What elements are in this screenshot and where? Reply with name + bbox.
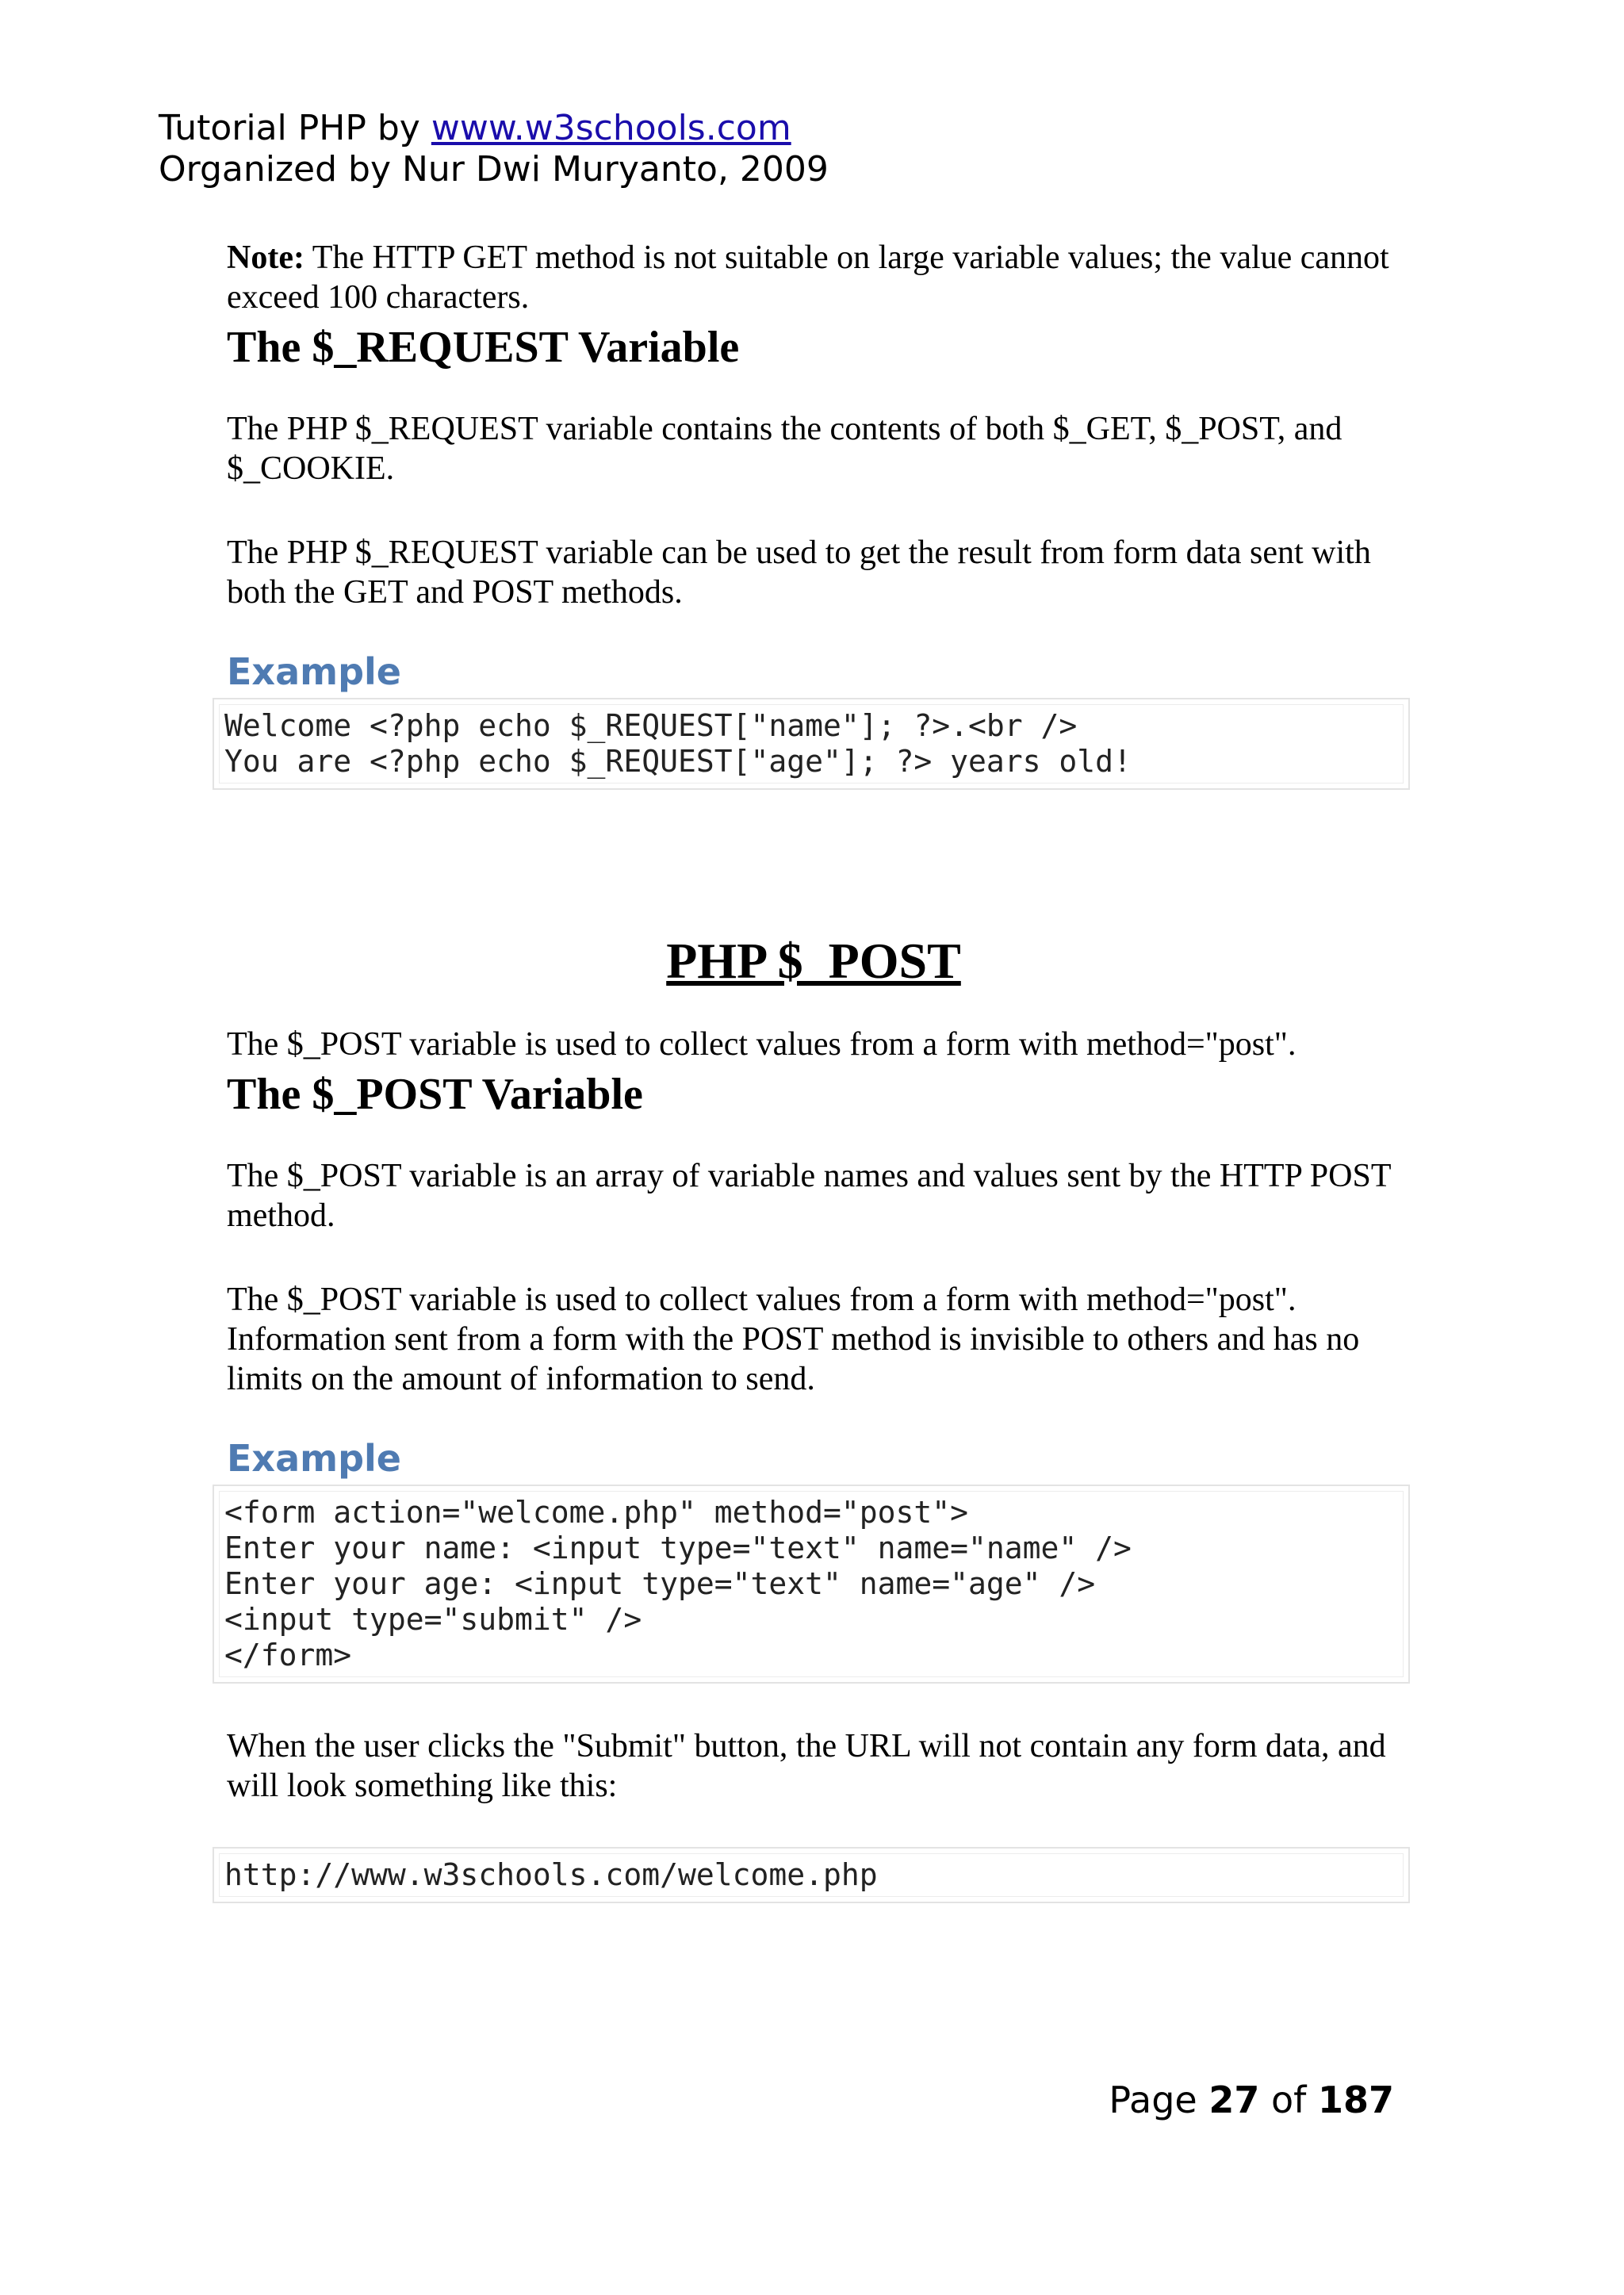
note-text: The HTTP GET method is not suitable on large variable values; the value cannot exceed 100 characters. xyxy=(227,239,1389,316)
post-para-3: When the user clicks the "Submit" button, the URL will not contain any form data, and will look something like this: xyxy=(227,1728,1386,1804)
code-line: </form> xyxy=(224,1638,352,1672)
page-content xyxy=(224,238,1400,1903)
footer-of-word: of xyxy=(1259,2079,1318,2121)
post-heading: The $_POST Variable xyxy=(227,1070,643,1119)
request-para-2: The PHP $_REQUEST variable can be used to get the result from form data sent with both the GET and POST methods. xyxy=(227,534,1371,611)
code-block-1 xyxy=(219,704,1404,784)
footer-page-word: Page xyxy=(1109,2079,1209,2121)
post-para-2: The $_POST variable is used to collect values from a form with method="post". Information sent from a form with the POST method is invisible to others and has no limits on the amount of information to send. xyxy=(227,1282,1360,1397)
code-line: <input type="submit" /> xyxy=(224,1602,642,1637)
header-link[interactable]: www.w3schools.com xyxy=(431,108,791,148)
code-block-2 xyxy=(219,1491,1404,1677)
footer-total-pages: 187 xyxy=(1317,2079,1394,2121)
code-line: Enter your age: <input type="text" name="age" /> xyxy=(224,1566,1096,1601)
header-line-1 xyxy=(159,108,829,149)
example-label-2: Example xyxy=(227,1437,401,1480)
post-chapter-title: PHP $_POST xyxy=(666,933,961,989)
code-line: <form action="welcome.php" method="post"> xyxy=(224,1495,968,1530)
note-paragraph xyxy=(227,238,1400,317)
page-footer xyxy=(1109,2078,1394,2122)
header-prefix: Tutorial PHP by xyxy=(159,108,431,148)
code-line: Welcome <?php echo $_REQUEST["name"]; ?>.<br /> xyxy=(224,708,1078,743)
post-intro: The $_POST variable is used to collect values from a form with method="post". xyxy=(227,1026,1297,1063)
code-box-2 xyxy=(213,1485,1410,1684)
code-line: You are <?php echo $_REQUEST["age"]; ?> years old! xyxy=(224,744,1132,779)
page-header xyxy=(159,108,829,190)
request-para-1: The PHP $_REQUEST variable contains the contents of both $_GET, $_POST, and $_COOKIE. xyxy=(227,411,1342,487)
footer-page-number: 27 xyxy=(1208,2079,1260,2121)
code-box-1 xyxy=(213,698,1410,790)
request-heading: The $_REQUEST Variable xyxy=(227,323,740,372)
note-label: Note: xyxy=(227,239,304,276)
code-line: Enter your name: <input type="text" name="name" /> xyxy=(224,1531,1132,1565)
example-label-1: Example xyxy=(227,650,401,693)
code-box-3 xyxy=(213,1847,1410,1903)
post-para-1: The $_POST variable is an array of variable names and values sent by the HTTP POST method. xyxy=(227,1158,1391,1234)
header-line-2: Organized by Nur Dwi Muryanto, 2009 xyxy=(159,149,829,190)
url-code: http://www.w3schools.com/welcome.php xyxy=(219,1853,1404,1897)
